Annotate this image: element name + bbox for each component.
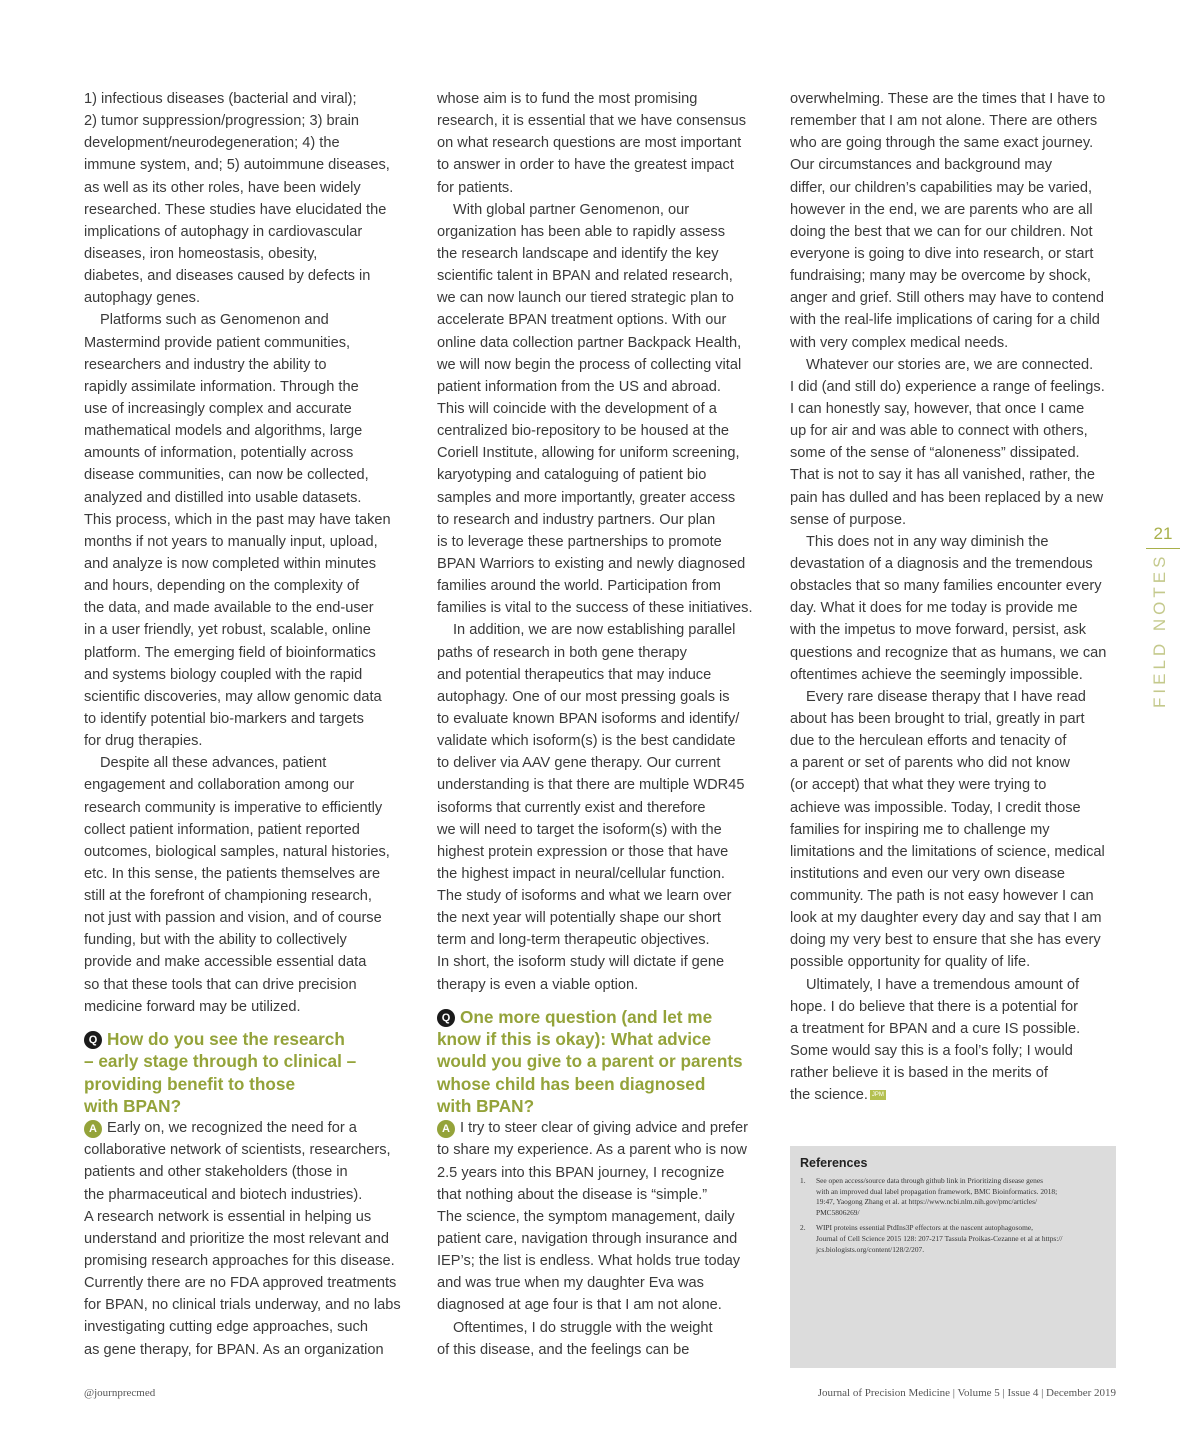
column-1 xyxy=(84,88,416,1361)
text-line: to identify potential bio-markers and targets xyxy=(84,710,364,727)
text-line: centralized bio-repository to be housed at the xyxy=(437,423,730,440)
text-line: autophagy. One of our most pressing goals is xyxy=(437,688,730,705)
references-title: References xyxy=(800,1156,868,1170)
footer-handle[interactable]: @journprecmed xyxy=(84,1387,156,1399)
text-line: autophagy genes. xyxy=(84,290,201,307)
text-line: 2.5 years into this BPAN journey, I recognize xyxy=(437,1164,725,1181)
text-line: obstacles that so many families encounter every xyxy=(790,578,1102,595)
reference-item: 1. See open access/source data through github link in Prioritizing disease genes with an improved dual label propagation framework, BMC Bioinformatics. 2018; 19:47, Yaogong Zhang et al. at https://www.ncbi.nlm.nih.gov/pmc/articles/ PMC5806269/ xyxy=(800,1176,1058,1217)
text-line: up for air and was able to connect with others, xyxy=(790,423,1088,440)
text-line: organization has been able to rapidly assess xyxy=(437,223,726,240)
text-line: analyzed and distilled into usable datasets. xyxy=(84,489,362,506)
text-line: Ultimately, I have a tremendous amount of xyxy=(806,976,1080,993)
text-line: engagement and collaboration among our xyxy=(84,777,355,794)
text-line: for drug therapies. xyxy=(84,733,203,750)
question-heading-1 xyxy=(84,1028,416,1117)
text-line: with the real-life implications of caring for a child xyxy=(790,312,1100,329)
text-line: day. What it does for me today is provide me xyxy=(790,600,1078,617)
text-line: accelerate BPAN treatment options. With our xyxy=(437,312,727,329)
text-line: scientific discoveries, may allow genomic data xyxy=(84,688,382,705)
text-line: outcomes, biological samples, natural histories, xyxy=(84,843,390,860)
text-line: This will coincide with the development of a xyxy=(437,400,717,417)
text-line: understand and prioritize the most relevant and xyxy=(84,1230,390,1247)
text-line: to research and industry partners. Our plan xyxy=(437,511,716,528)
text-line: that nothing about the disease is “simple.” xyxy=(437,1186,708,1203)
text-line: etc. In this sense, the patients themselves are xyxy=(84,865,381,882)
text-line: mathematical models and algorithms, large xyxy=(84,423,363,440)
section-label: FIELD NOTES xyxy=(1150,552,1169,708)
column-2-top-text xyxy=(437,88,769,996)
text-line: achieve was impossible. Today, I credit those xyxy=(790,799,1081,816)
text-line: as well as its other roles, have been widely xyxy=(84,179,361,196)
text-line: With global partner Genomenon, our xyxy=(453,201,690,218)
text-line: and systems biology coupled with the rapid xyxy=(84,666,363,683)
question-line: providing benefit to those xyxy=(84,1073,296,1094)
text-line: a treatment for BPAN and a cure IS possible. xyxy=(790,1020,1081,1037)
text-line: platform. The emerging field of bioinformatics xyxy=(84,644,376,661)
text-line: of this disease, and the feelings can be xyxy=(437,1341,690,1358)
text-line: funding, but with the ability to collectively xyxy=(84,932,347,949)
question-badge-icon: Q xyxy=(84,1031,102,1049)
text-line: the highest impact in neural/cellular function. xyxy=(437,865,725,882)
text-line: use of increasingly complex and accurate xyxy=(84,400,352,417)
column-3-text xyxy=(790,88,1122,1106)
text-line: oftentimes achieve the seemingly impossible. xyxy=(790,666,1083,683)
text-line: months if not years to manually input, upload, xyxy=(84,533,378,550)
text-line: Every rare disease therapy that I have read xyxy=(806,688,1086,705)
text-line: immune system, and; 5) autoimmune diseases, xyxy=(84,157,390,174)
text-line: The study of isoforms and what we learn over xyxy=(437,888,732,905)
text-line: online data collection partner Backpack Health, xyxy=(437,334,742,351)
text-line: who are going through the same exact journey. xyxy=(790,135,1094,152)
text-line: with the impetus to move forward, persist, ask xyxy=(790,622,1087,639)
text-line: limitations and the limitations of science, medical xyxy=(790,843,1105,860)
text-line: on what research questions are most important xyxy=(437,135,742,152)
text-line: families around the world. Participation from xyxy=(437,578,721,595)
text-line: a parent or set of parents who did not know xyxy=(790,755,1070,772)
reference-item: 2. WIPI proteins essential PtdIns3P effectors at the nascent autophagosome, Journal of Cell Science 2015 128: 207-217 Tassula Proikas-Cezanne et al at https:// jcs.biologists.org/content/128/2/207. xyxy=(800,1223,1063,1254)
text-line: to deliver via AAV gene therapy. Our current xyxy=(437,755,721,772)
text-line: collaborative network of scientists, researchers, xyxy=(84,1142,391,1159)
text-line: not just with passion and vision, and of course xyxy=(84,910,382,927)
text-line: (or accept) that what they were trying to xyxy=(790,777,1047,794)
text-line: about has been brought to trial, greatly in part xyxy=(790,710,1085,727)
text-line: disease communities, can now be collected, xyxy=(84,467,369,484)
text-line: due to the herculean efforts and tenacity of xyxy=(790,733,1067,750)
text-line: sense of purpose. xyxy=(790,511,907,528)
text-line: institutions and even our very own disease xyxy=(790,865,1066,882)
text-line: researchers and industry the ability to xyxy=(84,356,327,373)
question-line: whose child has been diagnosed xyxy=(437,1073,706,1094)
text-line: implications of autophagy in cardiovascular xyxy=(84,223,363,240)
text-line: rapidly assimilate information. Through the xyxy=(84,378,359,395)
text-line: researched. These studies have elucidated the xyxy=(84,201,387,218)
text-line: the next year will potentially shape our short xyxy=(437,910,721,927)
text-line: patient care, navigation through insurance and xyxy=(437,1230,738,1247)
text-line: scientific talent in BPAN and related research, xyxy=(437,268,733,285)
text-line: however in the end, we are parents who are all xyxy=(790,201,1093,218)
text-line: and hours, depending on the complexity of xyxy=(84,578,360,595)
text-line: 2) tumor suppression/progression; 3) brain xyxy=(84,113,359,130)
text-line: the research landscape and identify the key xyxy=(437,245,719,262)
text-line: development/neurodegeneration; 4) the xyxy=(84,135,340,152)
text-line: possible opportunity for quality of life. xyxy=(790,954,1031,971)
text-line: This process, which in the past may have taken xyxy=(84,511,391,528)
text-line: the pharmaceutical and biotech industries). xyxy=(84,1186,363,1203)
text-line: Mastermind provide patient communities, xyxy=(84,334,351,351)
question-line: Q One more question (and let me xyxy=(437,1006,769,1028)
text-line: promising research approaches for this disease. xyxy=(84,1252,395,1269)
text-line: Our circumstances and background may xyxy=(790,157,1052,174)
text-line: Coriell Institute, allowing for uniform screening, xyxy=(437,445,740,462)
text-line: and analyze is now completed within minutes xyxy=(84,555,377,572)
text-line: Some would say this is a fool’s folly; I would xyxy=(790,1043,1073,1060)
text-line: provide and make accessible essential data xyxy=(84,954,367,971)
text-line: A I try to steer clear of giving advice and prefer xyxy=(437,1117,769,1139)
text-line: 1) infectious diseases (bacterial and viral); xyxy=(84,91,357,107)
text-line: look at my daughter every day and say that I am xyxy=(790,910,1102,927)
question-line: – early stage through to clinical – xyxy=(84,1051,357,1072)
text-line: with very complex medical needs. xyxy=(790,334,1009,351)
text-line: for BPAN, no clinical trials underway, and no labs xyxy=(84,1297,401,1314)
text-line: This does not in any way diminish the xyxy=(806,533,1049,550)
text-line: to share my experience. As a parent who is now xyxy=(437,1142,747,1159)
text-line: as gene therapy, for BPAN. As an organization xyxy=(84,1341,384,1358)
text-line: whose aim is to fund the most promising xyxy=(437,91,698,107)
text-line: diabetes, and diseases caused by defects in xyxy=(84,268,371,285)
text-line: families is vital to the success of these initiatives. xyxy=(437,600,753,617)
references-list xyxy=(800,1176,1106,1255)
text-line: highest protein expression or those that have xyxy=(437,843,729,860)
text-line: diagnosed at age four is that I am not alone. xyxy=(437,1297,722,1314)
text-line: research, it is essential that we have consensus xyxy=(437,113,747,130)
text-line: so that these tools that can drive precision xyxy=(84,976,357,993)
text-line: questions and recognize that as humans, we can xyxy=(790,644,1107,661)
text-line: to answer in order to have the greatest impact xyxy=(437,157,734,174)
text-line: The science, the symptom management, daily xyxy=(437,1208,735,1225)
text-line: collect patient information, patient reported xyxy=(84,821,360,838)
text-line: doing my very best to ensure that she has every xyxy=(790,932,1101,949)
answer-badge-icon: A xyxy=(437,1120,455,1138)
text-line: we can now launch our tiered strategic plan to xyxy=(437,290,734,307)
question-line: know if this is okay): What advice xyxy=(437,1029,712,1050)
text-line: differ, our children’s capabilities may be varied, xyxy=(790,179,1093,196)
text-line: In short, the isoform study will dictate if gene xyxy=(437,954,725,971)
text-line: for patients. xyxy=(437,179,514,196)
text-line: to evaluate known BPAN isoforms and identify/ xyxy=(437,710,740,727)
text-line: paths of research in both gene therapy xyxy=(437,644,687,661)
text-line: Platforms such as Genomenon and xyxy=(100,312,329,329)
text-line: rather believe it is based in the merits of xyxy=(790,1065,1048,1082)
text-line: we will need to target the isoform(s) with the xyxy=(437,821,722,838)
text-line: devastation of a diagnosis and the tremendous xyxy=(790,555,1093,572)
text-line: we will now begin the process of collecting vital xyxy=(437,356,742,373)
text-line: remember that I am not alone. There are others xyxy=(790,113,1098,130)
text-line: still at the forefront of championing research, xyxy=(84,888,372,905)
text-line: the science. JPM xyxy=(790,1087,884,1104)
text-line: amounts of information, potentially across xyxy=(84,445,354,462)
text-line: community. The path is not easy however I can xyxy=(790,888,1094,905)
text-line: everyone is going to dive into research, or start xyxy=(790,245,1094,262)
text-line: patients and other stakeholders (those in xyxy=(84,1164,348,1181)
question-heading-2 xyxy=(437,1006,769,1117)
text-line: fundraising; many may be overcome by shock, xyxy=(790,268,1091,285)
text-line: understanding is that there are multiple WDR45 xyxy=(437,777,745,794)
question-line: with BPAN? xyxy=(437,1095,535,1116)
text-line: diseases, iron homeostasis, obesity, xyxy=(84,245,318,262)
text-line: That is not to say it has all vanished, rather, the xyxy=(790,467,1096,484)
end-mark-icon: JPM xyxy=(871,1092,884,1099)
text-line: term and long-term therapeutic objectives. xyxy=(437,932,710,949)
text-line: Whatever our stories are, we are connected. xyxy=(806,356,1094,373)
text-line: some of the sense of “aloneness” dissipated. xyxy=(790,445,1080,462)
text-line: in a user friendly, yet robust, scalable, online xyxy=(84,622,371,639)
text-line: BPAN Warriors to existing and newly diagnosed xyxy=(437,555,746,572)
text-line: validate which isoform(s) is the best candidate xyxy=(437,733,736,750)
question-badge-icon: Q xyxy=(437,1009,455,1027)
text-line: is to leverage these partnerships to promote xyxy=(437,533,722,550)
text-line: overwhelming. These are the times that I have to xyxy=(790,91,1106,107)
text-line: I did (and still do) experience a range of feelings. xyxy=(790,378,1105,395)
text-line: IEP’s; the list is endless. What holds true today xyxy=(437,1253,741,1270)
column-1-top-text xyxy=(84,88,416,1018)
text-line: families for inspiring me to challenge my xyxy=(790,821,1050,838)
question-line: would you give to a parent or parents xyxy=(437,1051,743,1072)
text-line: and potential therapeutics that may induce xyxy=(437,666,712,683)
text-line: and was true when my daughter Eva was xyxy=(437,1275,704,1292)
text-line: the data, and made available to the end-user xyxy=(84,600,374,617)
text-line: patient information from the US and abroad. xyxy=(437,378,721,395)
text-line: Despite all these advances, patient xyxy=(100,755,327,772)
references-box xyxy=(790,1146,1116,1368)
answer-badge-icon: A xyxy=(84,1120,102,1138)
text-line: I can honestly say, however, that once I came xyxy=(790,400,1085,417)
text-line: medicine forward may be utilized. xyxy=(84,998,301,1015)
text-line: pain has dulled and has been replaced by a new xyxy=(790,489,1104,506)
text-line: karyotyping and cataloguing of patient bio xyxy=(437,467,707,484)
column-1-bottom-text xyxy=(84,1117,416,1361)
text-line: samples and more importantly, greater access xyxy=(437,489,736,506)
text-line: A research network is essential in helping us xyxy=(84,1208,372,1225)
text-line: therapy is even a viable option. xyxy=(437,976,639,993)
column-2 xyxy=(437,88,769,1361)
question-line: with BPAN? xyxy=(84,1095,182,1116)
text-line: anger and grief. Still others may have to contend xyxy=(790,290,1104,307)
footer-journal-info: Journal of Precision Medicine | Volume 5 | Issue 4 | December 2019 xyxy=(817,1387,1116,1399)
text-line: hope. I do believe that there is a potential for xyxy=(790,998,1079,1015)
column-3 xyxy=(790,88,1122,1106)
text-line: investigating cutting edge approaches, such xyxy=(84,1319,368,1336)
text-line: research community is imperative to efficiently xyxy=(84,799,383,816)
column-2-bottom-text xyxy=(437,1117,769,1361)
text-line: A Early on, we recognized the need for a xyxy=(84,1117,416,1139)
text-line: doing the best that we can for our children. Not xyxy=(790,223,1093,240)
text-line: Oftentimes, I do struggle with the weight xyxy=(453,1319,713,1336)
text-line: isoforms that currently exist and therefore xyxy=(437,799,706,816)
text-line: In addition, we are now establishing parallel xyxy=(453,622,736,639)
question-line: Q How do you see the research xyxy=(84,1028,416,1050)
page-number: 21 xyxy=(1146,524,1180,549)
text-line: Currently there are no FDA approved treatments xyxy=(84,1275,397,1292)
